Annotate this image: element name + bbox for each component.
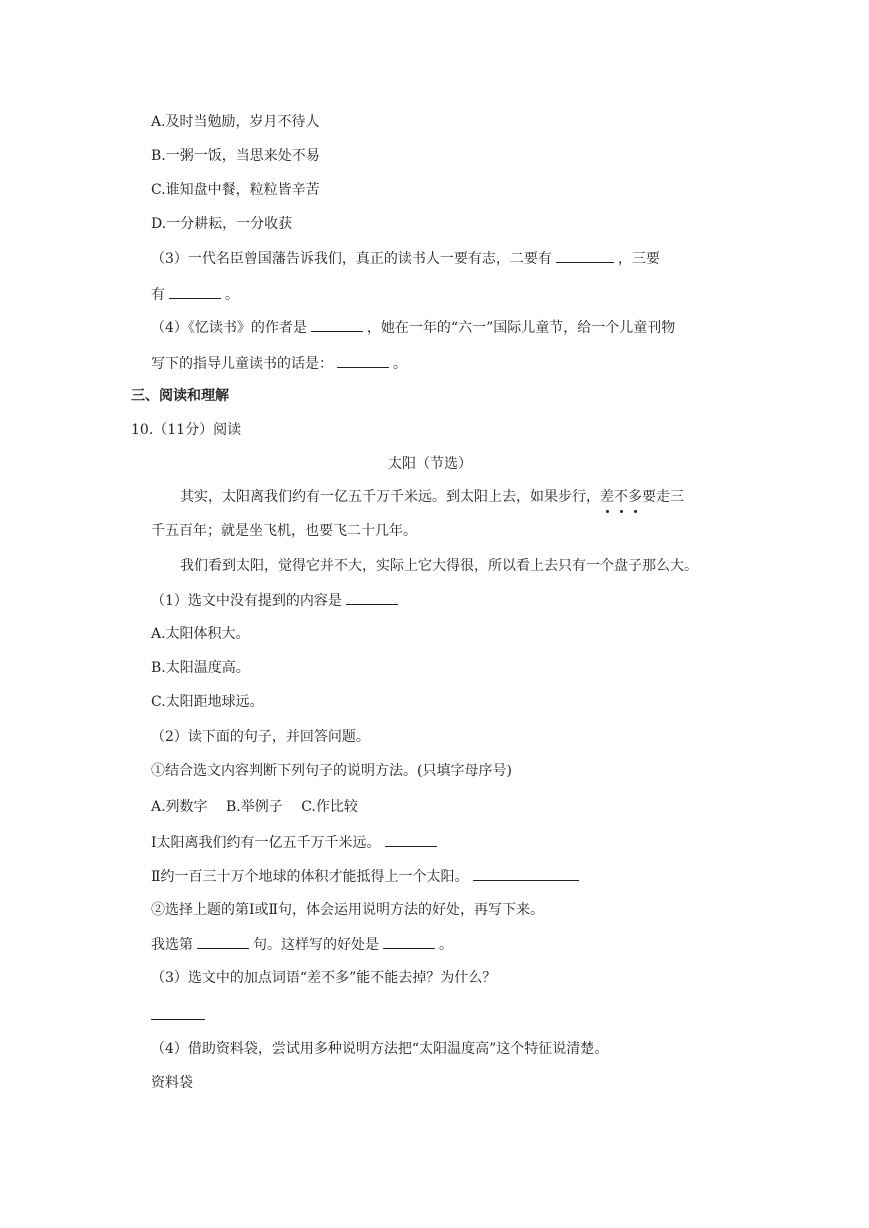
- q9-part4-text-b: ，她在一年的“六一”国际儿童节，给一个儿童刊物: [366, 320, 676, 336]
- q9-part4-text-d: 。: [393, 356, 407, 372]
- answer-blank[interactable]: [383, 934, 435, 949]
- answer-blank[interactable]: [311, 317, 363, 332]
- q10-part2-sentence2: [151, 866, 583, 887]
- answer-blank[interactable]: [197, 934, 249, 949]
- answer-text: 。: [439, 937, 453, 953]
- q10-part2-sub2: ②选择上题的第Ⅰ或Ⅱ句，体会运用说明方法的好处，再写下来。: [151, 902, 545, 918]
- q10-part2-question: （2）读下面的句子，并回答问题。: [151, 729, 370, 745]
- q9-part3-line1: [151, 248, 660, 269]
- passage-para1-line2: 千五百年；就是坐飞机，也要飞二十几年。: [151, 523, 417, 539]
- q9-part3-text-c: 有: [151, 287, 165, 303]
- question-text: （1）选文中没有提到的内容是: [151, 593, 342, 609]
- q9-option-d: D.一分耕耘，一分收获: [151, 216, 293, 232]
- q9-part4-text-a: （4）《忆读书》的作者是: [151, 320, 307, 336]
- q10-part2-methods: A.列数字 B.举例子 C.作比较: [151, 799, 358, 815]
- passage-para1-line1: [180, 487, 684, 507]
- q10-part1-option-b: B.太阳温度高。: [151, 660, 250, 676]
- q9-part3-text-b: ，三要: [617, 251, 660, 267]
- passage-title: 太阳（节选）: [388, 456, 472, 472]
- passage-text: 要走三: [642, 489, 684, 505]
- q9-option-b: B.一粥一饭，当思来处不易: [151, 148, 320, 164]
- q10-part2-sentence1: [151, 832, 441, 853]
- sentence-text: Ⅰ太阳离我们约有一亿五千万千米远。: [151, 835, 381, 851]
- answer-blank[interactable]: [385, 832, 437, 847]
- passage-para2: 我们看到太阳，觉得它并不大，实际上它大得很，所以看上去只有一个盘子那么大。: [180, 558, 698, 574]
- q9-part4-line2: [151, 353, 407, 374]
- answer-text: 我选第: [151, 937, 193, 953]
- q9-part3-line2: [151, 284, 239, 305]
- q9-part4-text-c: 写下的指导儿童读书的话是：: [151, 356, 333, 372]
- answer-blank[interactable]: [169, 284, 221, 299]
- q10-part3-question: （3）选文中的加点词语“差不多”能不能去掉？为什么？: [151, 970, 497, 986]
- q10-part4-question: （4）借助资料袋，尝试用多种说明方法把“太阳温度高”这个特征说清楚。: [151, 1041, 609, 1057]
- dotted-char: 多: [628, 489, 642, 505]
- q10-part1-question: [151, 590, 402, 611]
- q10-header: 10.（11分）阅读: [131, 422, 242, 438]
- passage-text: 其实，太阳离我们约有一亿五千万千米远。到太阳上去，如果步行，: [180, 489, 600, 505]
- dotted-char: 不: [614, 489, 628, 505]
- q9-part4-line1: [151, 317, 675, 338]
- q9-option-c: C.谁知盘中餐，粒粒皆辛苦: [151, 182, 320, 198]
- resource-bag-label: 资料袋: [151, 1075, 193, 1091]
- q9-part3-text-d: 。: [225, 287, 239, 303]
- answer-text: 句。这样写的好处是: [253, 937, 379, 953]
- q10-part1-option-a: A.太阳体积大。: [151, 626, 250, 642]
- dotted-char: 差: [600, 489, 614, 505]
- answer-blank[interactable]: [473, 866, 579, 881]
- answer-blank[interactable]: [346, 590, 398, 605]
- answer-blank[interactable]: [151, 1019, 205, 1020]
- section-title: 三、阅读和理解: [131, 388, 229, 404]
- answer-blank[interactable]: [337, 353, 389, 368]
- answer-blank[interactable]: [556, 248, 614, 263]
- q10-part1-option-c: C.太阳距地球远。: [151, 694, 264, 710]
- q10-part2-answer: [151, 934, 453, 955]
- q9-option-a: A.及时当勉励，岁月不待人: [151, 114, 320, 130]
- q9-part3-text-a: （3）一代名臣曾国藩告诉我们，真正的读书人一要有志，二要有: [151, 251, 552, 267]
- sentence-text: Ⅱ约一百三十万个地球的体积才能抵得上一个太阳。: [151, 869, 469, 885]
- q10-part2-sub1: ①结合选文内容判断下列句子的说明方法。(只填字母序号): [151, 763, 512, 779]
